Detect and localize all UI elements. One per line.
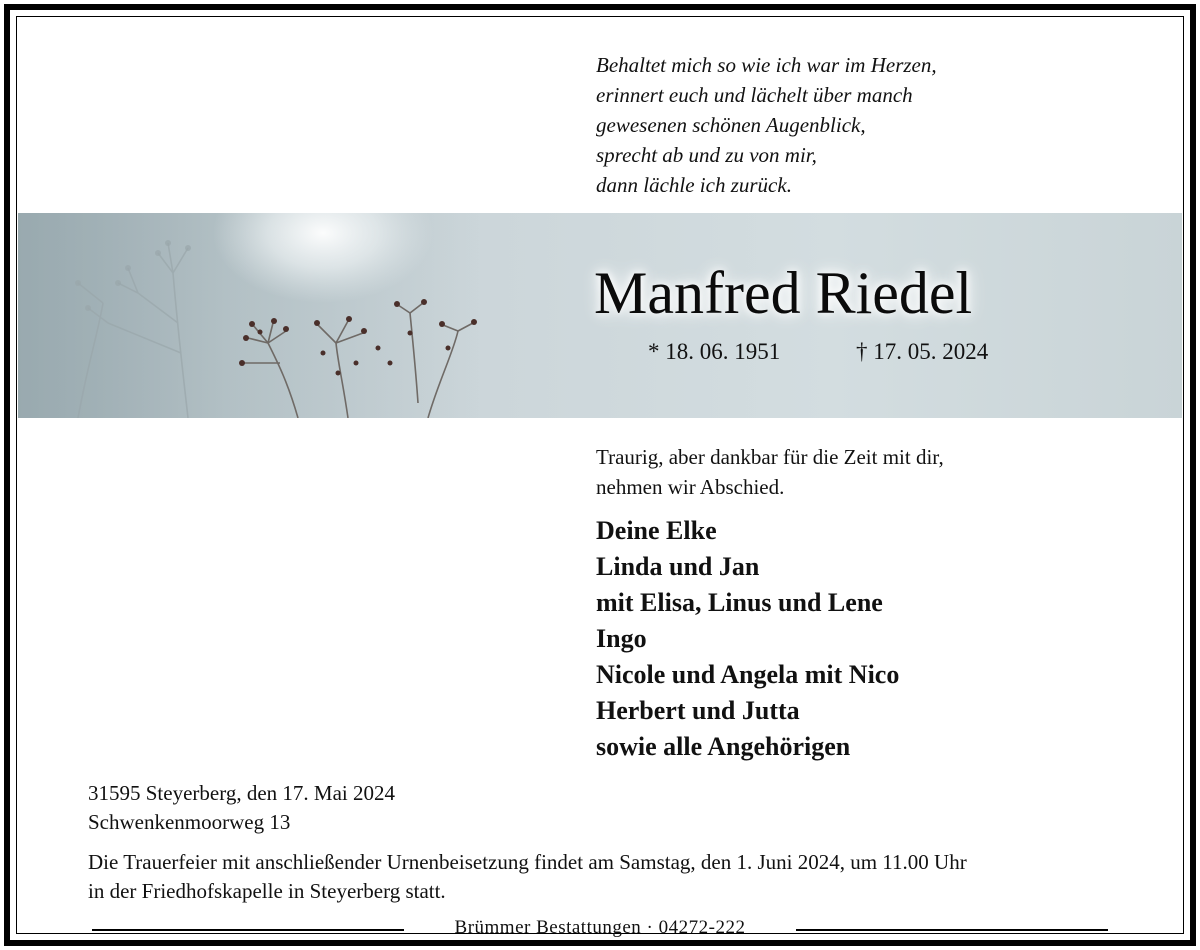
death-date: † 17. 05. 2024 [856,339,989,364]
mourner-line: Linda und Jan [596,552,760,581]
mourner-line: Ingo [596,624,647,653]
funeral-home-footer: Brümmer Bestattungen · 04272-222 [454,917,746,938]
intro-line: Traurig, aber dankbar für die Zeit mit dir, [596,445,944,469]
footer-rule-left [92,929,404,931]
ceremony-line: Die Trauerfeier mit anschließender Urnenbeisetzung findet am Samstag, den 1. Juni 2024, um 11.00 Uhr [88,850,967,874]
poem-line: dann lächle ich zurück. [596,173,792,197]
poem-line: gewesenen schönen Augenblick, [596,113,866,137]
deceased-name: Manfred Riedel [594,260,973,326]
intro-line: nehmen wir Abschied. [596,475,785,499]
footer-rule-right [796,929,1108,931]
mourners-list [596,513,899,765]
birth-date: * 18. 06. 1951 [648,339,781,364]
farewell-intro [596,442,944,502]
poem [596,50,937,200]
mourner-line: Nicole und Angela mit Nico [596,660,900,689]
ceremony-line: in der Friedhofskapelle in Steyerberg statt. [88,879,446,903]
ceremony-notice [88,848,967,906]
poem-line: erinnert euch und lächelt über manch [596,83,913,107]
mourner-line: mit Elisa, Linus und Lene [596,588,883,617]
place-date-line: 31595 Steyerberg, den 17. Mai 2024 [88,781,395,805]
street-line: Schwenkenmoorweg 13 [88,810,291,834]
poem-line: Behaltet mich so wie ich war im Herzen, [596,53,937,77]
mourner-line: Herbert und Jutta [596,696,800,725]
mourner-line: sowie alle Angehörigen [596,732,851,761]
address-block [88,779,395,837]
poem-line: sprecht ab und zu von mir, [596,143,817,167]
mourner-line: Deine Elke [596,516,717,545]
